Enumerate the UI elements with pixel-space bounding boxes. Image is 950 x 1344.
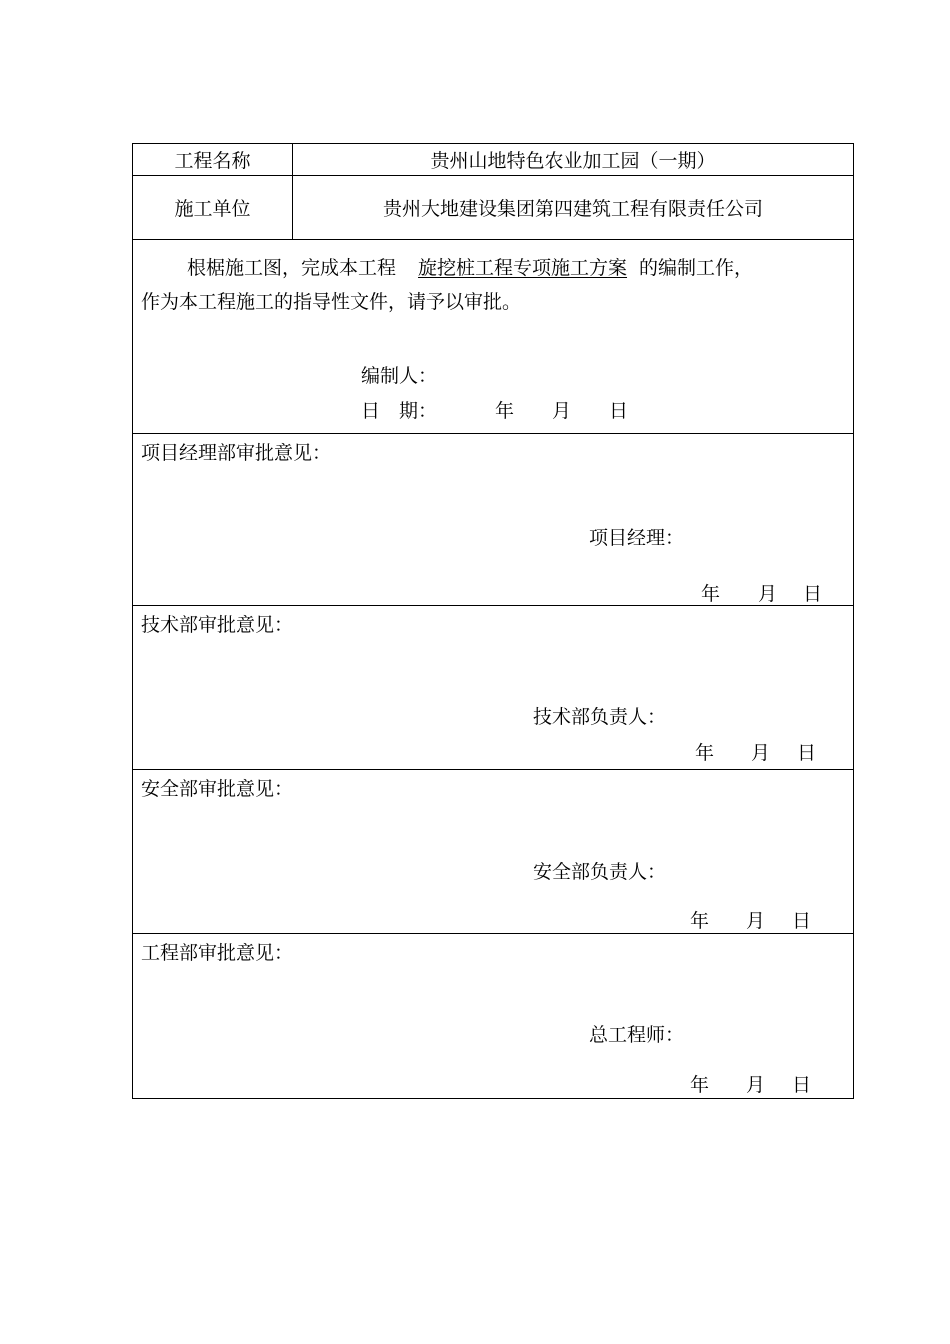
project-name-value: 贵州山地特色农业加工园（一期）	[430, 150, 716, 172]
statement-suffix: 的编制工作，	[639, 257, 754, 279]
approval-date-year: 年	[690, 910, 710, 932]
statement-line-2: 作为本工程施工的指导性文件，请予以审批。	[141, 291, 522, 313]
approval-date-month: 月	[758, 583, 778, 605]
approval-date-year: 年	[695, 742, 715, 764]
approval-signer: 项目经理：	[589, 527, 685, 549]
approval-signer: 安全部负责人：	[533, 861, 667, 883]
approval-title: 安全部审批意见：	[141, 778, 294, 800]
compile-date-month: 月	[552, 400, 572, 422]
project-name-row	[133, 144, 853, 176]
approval-date-year: 年	[701, 583, 721, 605]
statement-prefix: 根椐施工图，完成本工程	[187, 257, 397, 279]
compiler-label: 编制人：	[361, 365, 438, 387]
approval-date-day: 日	[792, 1074, 812, 1096]
approval-title: 项目经理部审批意见：	[141, 442, 332, 464]
contractor-value: 贵州大地建设集团第四建筑工程有限责任公司	[382, 198, 763, 220]
scheme-name: 旋挖桩工程专项施工方案	[418, 257, 628, 279]
approval-date-month: 月	[746, 910, 766, 932]
compile-date-day: 日	[609, 400, 629, 422]
approval-date-month: 月	[746, 1074, 766, 1096]
project-name-label: 工程名称	[133, 144, 293, 175]
approval-row-project-manager	[133, 434, 853, 606]
approval-signer: 技术部负责人：	[533, 706, 667, 728]
statement-row	[133, 240, 853, 434]
contractor-label: 施工单位	[133, 176, 293, 239]
approval-signer: 总工程师：	[589, 1024, 685, 1046]
approval-form	[132, 143, 854, 1099]
approval-date-year: 年	[690, 1074, 710, 1096]
approval-title: 技术部审批意见：	[141, 614, 294, 636]
statement-line-1	[187, 256, 753, 280]
approval-date-month: 月	[751, 742, 771, 764]
compile-date-year: 年	[495, 400, 515, 422]
approval-date-day: 日	[797, 742, 817, 764]
approval-row-engineering	[133, 934, 853, 1098]
approval-row-technical	[133, 606, 853, 770]
approval-title: 工程部审批意见：	[141, 942, 294, 964]
approval-date-day: 日	[803, 583, 823, 605]
approval-date-day: 日	[792, 910, 812, 932]
approval-row-safety	[133, 770, 853, 934]
contractor-row	[133, 176, 853, 240]
compile-date-label: 日 期：	[361, 400, 438, 422]
